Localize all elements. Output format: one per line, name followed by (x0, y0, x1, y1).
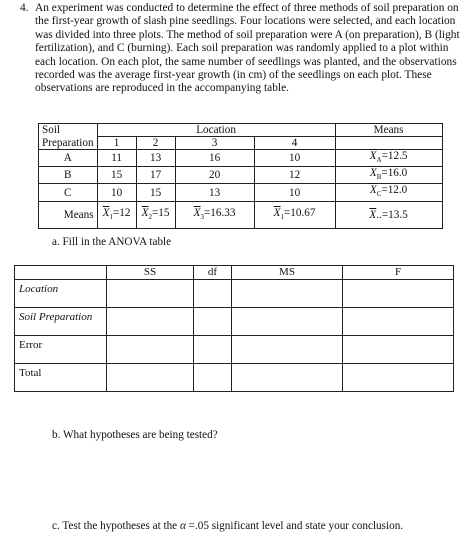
row-label-b: B (39, 167, 98, 184)
grand-mean: $\overline{X}..=13.5$ (335, 201, 442, 228)
location-header: Location (97, 124, 335, 137)
anova-header-source (15, 266, 107, 280)
location-4: 4 (254, 137, 335, 150)
anova-table (14, 265, 454, 392)
problem-text: An experiment was conducted to determine the effect of three methods of soil preparation on the first-year growth of slash pine seedlings. Four locations were selected, and each location was divided into three plots. The method of soil preparation were A (on preparation), B (light fertilization), and C (burning). Each soil preparation was randomly applied to a plot within each location. On each plot, the same number of seedlings was planted, and the observations recorded was the average first-year growth (in cm) of the seedlings on each plot. These observations are reproduced in the accompanying table. (35, 2, 460, 95)
anova-cell[interactable] (107, 280, 194, 308)
cell-c-4: 10 (254, 184, 335, 201)
part-c: c. Test the hypotheses at the α =.05 significant level and state your conclusion. (52, 520, 404, 532)
preparation-header: Preparation (39, 137, 98, 150)
cell-a-1: 11 (97, 150, 136, 167)
anova-cell[interactable] (194, 336, 232, 364)
cell-b-2: 17 (136, 167, 175, 184)
cell-a-4: 10 (254, 150, 335, 167)
anova-cell[interactable] (232, 336, 343, 364)
anova-cell[interactable] (343, 308, 454, 336)
cell-b-1: 15 (97, 167, 136, 184)
cell-c-2: 15 (136, 184, 175, 201)
row-label-a: A (39, 150, 98, 167)
col-mean-1: $\overline{X}_1=12$ (97, 201, 136, 228)
anova-row-error: Error (15, 336, 107, 364)
location-1: 1 (97, 137, 136, 150)
anova-cell[interactable] (343, 364, 454, 392)
mean-b: $\overline{X}_B=16.0$ (335, 167, 442, 184)
anova-cell[interactable] (232, 280, 343, 308)
anova-cell[interactable] (107, 364, 194, 392)
cell-c-3: 13 (175, 184, 254, 201)
cell-a-2: 13 (136, 150, 175, 167)
anova-header-ss: SS (107, 266, 194, 280)
anova-cell[interactable] (343, 280, 454, 308)
means-header: Means (335, 124, 442, 137)
part-a: a. Fill in the ANOVA table (52, 236, 172, 248)
anova-cell[interactable] (343, 336, 454, 364)
cell-c-1: 10 (97, 184, 136, 201)
mean-a: $\overline{X}_A=12.5$ (335, 150, 442, 167)
cell-a-3: 16 (175, 150, 254, 167)
anova-cell[interactable] (107, 308, 194, 336)
cell-b-3: 20 (175, 167, 254, 184)
row-label-c: C (39, 184, 98, 201)
anova-header-f: F (343, 266, 454, 280)
anova-row-total: Total (15, 364, 107, 392)
anova-row-location: Location (15, 280, 107, 308)
col-mean-4: $\overline{X}_1=10.67$ (254, 201, 335, 228)
anova-cell[interactable] (194, 364, 232, 392)
anova-cell[interactable] (107, 336, 194, 364)
problem-statement (20, 2, 464, 96)
anova-header-ms: MS (232, 266, 343, 280)
anova-header-df: df (194, 266, 232, 280)
data-table (38, 123, 443, 229)
anova-cell[interactable] (194, 308, 232, 336)
part-b: b. What hypotheses are being tested? (52, 429, 218, 441)
anova-row-soil-preparation: Soil Preparation (15, 308, 107, 336)
means-row-label: Means (39, 201, 98, 228)
anova-cell[interactable] (232, 308, 343, 336)
soil-header: Soil (39, 124, 98, 137)
col-mean-3: $\overline{X}_3=16.33$ (175, 201, 254, 228)
col-mean-2: $\overline{X}_2=15$ (136, 201, 175, 228)
problem-number: 4. (20, 2, 29, 14)
anova-cell[interactable] (194, 280, 232, 308)
means-blank (335, 137, 442, 150)
cell-b-4: 12 (254, 167, 335, 184)
anova-cell[interactable] (232, 364, 343, 392)
location-3: 3 (175, 137, 254, 150)
location-2: 2 (136, 137, 175, 150)
mean-c: $\overline{X}_C=12.0$ (335, 184, 442, 201)
